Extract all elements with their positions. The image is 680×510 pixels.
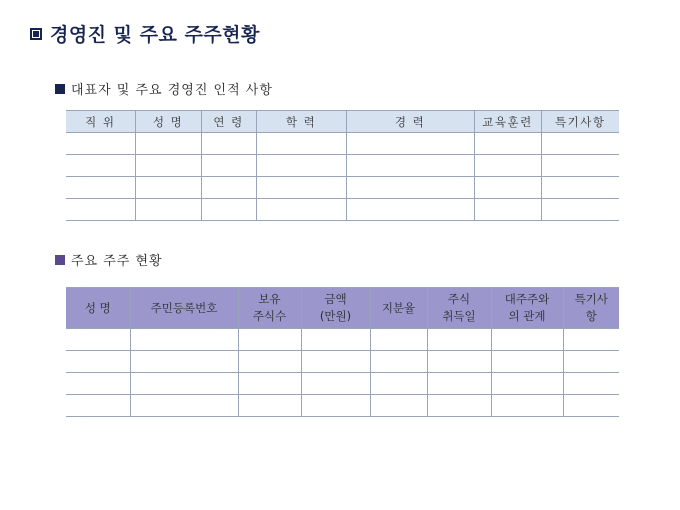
column-header [66, 288, 130, 329]
table-cell[interactable] [541, 177, 619, 199]
table-row [66, 199, 619, 221]
table-cell[interactable] [427, 329, 491, 351]
table-cell[interactable] [427, 395, 491, 417]
table-cell[interactable] [427, 351, 491, 373]
table-cell[interactable] [66, 155, 135, 177]
column-header-line: (만원) [319, 309, 352, 323]
table-cell[interactable] [474, 155, 541, 177]
column-header-line: 성 명 [84, 300, 111, 315]
table-cell[interactable] [491, 329, 563, 351]
column-header: 특기사항 [541, 111, 619, 133]
table-cell[interactable] [563, 329, 619, 351]
column-header [301, 288, 370, 329]
section1-heading-text: 대표자 및 주요 경영진 인적 사항 [71, 83, 273, 98]
table-row [66, 133, 619, 155]
column-header [427, 288, 491, 329]
column-header-line: 주민등록번호 [150, 300, 218, 315]
page-title-text: 경영진 및 주요 주주현황 [50, 24, 260, 46]
table-cell[interactable] [238, 373, 301, 395]
column-header: 연 령 [201, 111, 256, 133]
table-cell[interactable] [301, 329, 370, 351]
table-cell[interactable] [135, 133, 201, 155]
table-cell[interactable] [256, 177, 346, 199]
table-cell[interactable] [256, 155, 346, 177]
column-header [370, 288, 427, 329]
table-cell[interactable] [201, 133, 256, 155]
table-cell[interactable] [66, 329, 130, 351]
table-cell[interactable] [238, 329, 301, 351]
table-cell[interactable] [474, 177, 541, 199]
column-header: 직 위 [66, 111, 135, 133]
table-cell[interactable] [474, 199, 541, 221]
table-cell[interactable] [238, 395, 301, 417]
column-header-line: 특기사 [574, 292, 608, 306]
column-header-line: 보유 [258, 292, 281, 306]
table-cell[interactable] [66, 133, 135, 155]
table-cell[interactable] [130, 395, 238, 417]
table-cell[interactable] [301, 351, 370, 373]
table-cell[interactable] [130, 329, 238, 351]
column-header-line: 의 관계 [508, 309, 546, 323]
column-header-line: 주식 [447, 292, 471, 306]
column-header: 성 명 [135, 111, 201, 133]
section2-heading [55, 250, 163, 269]
table-cell[interactable] [427, 373, 491, 395]
table-cell[interactable] [66, 373, 130, 395]
table-cell[interactable] [66, 177, 135, 199]
column-header: 교육훈련 [474, 111, 541, 133]
table-cell[interactable] [563, 395, 619, 417]
table-cell[interactable] [130, 373, 238, 395]
table-cell[interactable] [541, 199, 619, 221]
column-header [130, 288, 238, 329]
table-row [66, 351, 619, 373]
table-cell[interactable] [541, 133, 619, 155]
column-header [238, 288, 301, 329]
section1-heading [55, 79, 273, 98]
square-marker-icon [55, 255, 65, 265]
square-bullet-icon [30, 28, 42, 40]
column-header-line: 대주주와 [504, 292, 550, 306]
table-cell[interactable] [370, 395, 427, 417]
table-cell[interactable] [491, 395, 563, 417]
column-header [491, 288, 563, 329]
executive-info-table [66, 110, 619, 221]
table-row [66, 329, 619, 351]
table-cell[interactable] [135, 199, 201, 221]
table-cell[interactable] [130, 351, 238, 373]
table-cell[interactable] [541, 155, 619, 177]
column-header: 학 력 [256, 111, 346, 133]
table-cell[interactable] [346, 177, 474, 199]
table-row [66, 395, 619, 417]
table-cell[interactable] [563, 373, 619, 395]
table-cell[interactable] [256, 199, 346, 221]
table-cell[interactable] [370, 329, 427, 351]
table-cell[interactable] [135, 155, 201, 177]
table-cell[interactable] [66, 395, 130, 417]
table-cell[interactable] [256, 133, 346, 155]
table-cell[interactable] [346, 155, 474, 177]
table-row [66, 155, 619, 177]
table-cell[interactable] [474, 133, 541, 155]
table-cell[interactable] [370, 373, 427, 395]
table-cell[interactable] [301, 373, 370, 395]
column-header-line: 항 [585, 309, 597, 323]
table-row [66, 373, 619, 395]
column-header-line: 금액 [324, 292, 347, 306]
column-header-line: 지분율 [381, 300, 416, 315]
shareholder-table [66, 287, 619, 417]
table-cell[interactable] [491, 351, 563, 373]
table-cell[interactable] [238, 351, 301, 373]
page-title [30, 20, 260, 47]
square-marker-icon [55, 84, 65, 94]
table-cell[interactable] [370, 351, 427, 373]
column-header [563, 288, 619, 329]
table-cell[interactable] [301, 395, 370, 417]
column-header: 경 력 [346, 111, 474, 133]
column-header-line: 취득일 [442, 309, 476, 323]
table-cell[interactable] [66, 199, 135, 221]
table-cell[interactable] [201, 155, 256, 177]
table-cell[interactable] [563, 351, 619, 373]
table-cell[interactable] [66, 351, 130, 373]
table-cell[interactable] [346, 199, 474, 221]
table-cell[interactable] [135, 177, 201, 199]
table-cell[interactable] [491, 373, 563, 395]
section2-heading-text: 주요 주주 현황 [71, 254, 163, 269]
table-cell[interactable] [346, 133, 474, 155]
column-header-line: 주식수 [252, 309, 287, 323]
table-cell[interactable] [201, 199, 256, 221]
table-cell[interactable] [201, 177, 256, 199]
table-row [66, 177, 619, 199]
